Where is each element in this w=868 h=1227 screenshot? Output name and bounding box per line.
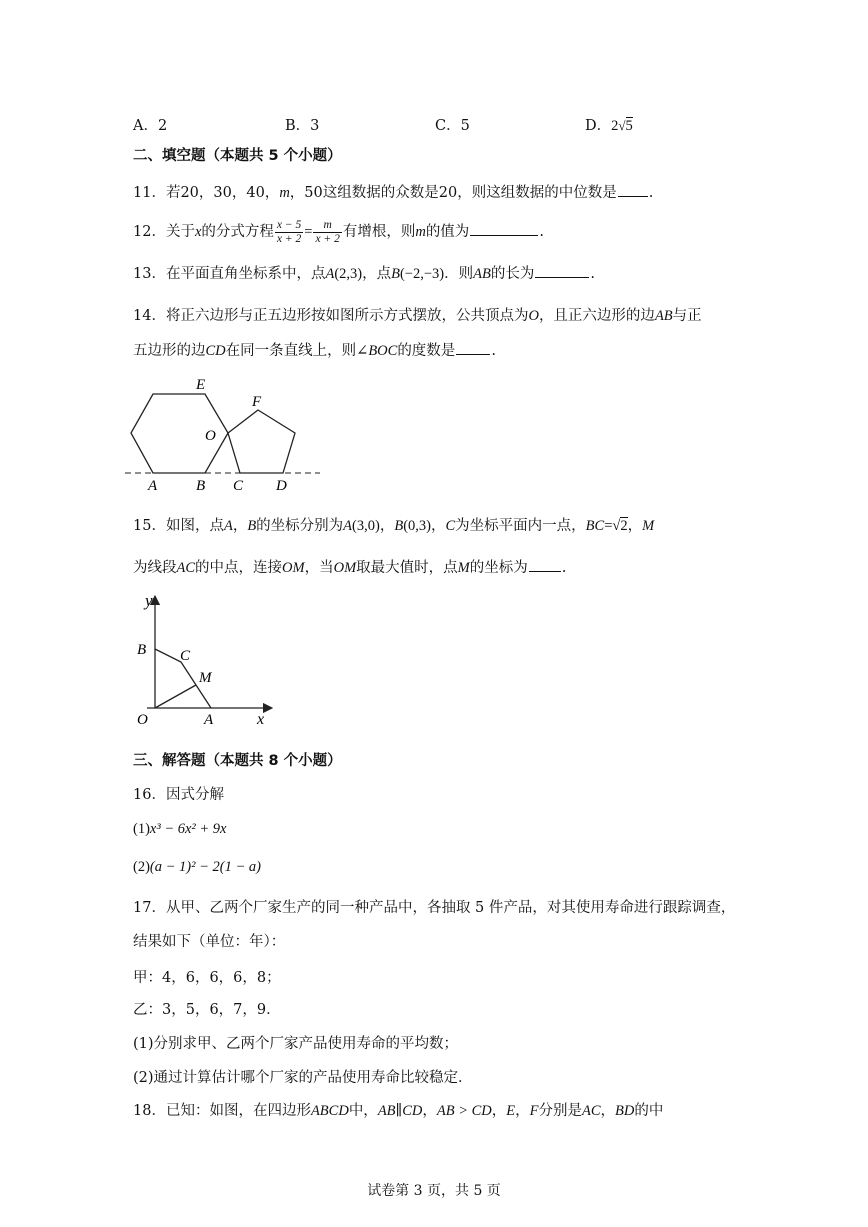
label-B: B — [137, 642, 147, 658]
question-16-part-2: (2)(a − 1)² − 2(1 − a) — [133, 859, 261, 875]
label-A: A — [148, 478, 158, 494]
label-F: F — [252, 394, 262, 410]
question-12: 12．关于x的分式方程 $\frac{x - 5}{x + 2}$ = $\frac{m}{x + 2}$ 有增根，则m的值为 . — [133, 218, 544, 245]
question-16: 16．因式分解 — [133, 787, 224, 803]
option-b: B．3 — [285, 118, 320, 134]
label-y: y — [145, 591, 153, 610]
question-15-line-2: 为线段AC的中点，连接OM，当OM取最大值时，点M的坐标为 . — [133, 557, 566, 578]
pentagon — [228, 410, 295, 473]
question-17-line-1: 17．从甲、乙两个厂家生产的同一种产品中，各抽取 5 件产品，对其使用寿命进行跟踪调查， — [133, 900, 736, 916]
question-17-part-2: (2)通过计算估计哪个厂家的产品使用寿命比较稳定． — [133, 1070, 473, 1086]
page-footer: 试卷第 3 页，共 5 页 — [367, 1183, 501, 1199]
section-3-heading: 三、解答题（本题共 8 个小题） — [133, 753, 342, 769]
segment-OM — [155, 685, 196, 708]
question-13: 13．在平面直角坐标系中，点A(2,3)，点B(−2,−3)．则AB的长为 . — [133, 263, 595, 284]
label-C: C — [233, 478, 244, 494]
figure-coordinate-plane — [125, 588, 275, 728]
option-c: C．5 — [435, 118, 470, 134]
question-15-line-1: 15．如图，点A，B的坐标分别为A(3,0)，B(0,3)，C为坐标平面内一点，BC=√2，M — [133, 518, 655, 534]
label-E: E — [196, 377, 206, 393]
label-M: M — [199, 670, 212, 686]
label-D: D — [276, 478, 287, 494]
label-O: O — [137, 712, 148, 728]
question-16-part-1: (1)x³ − 6x² + 9x — [133, 821, 227, 837]
answer-blank — [535, 263, 589, 278]
answer-blank — [470, 221, 538, 236]
option-d: D．2√5 — [585, 118, 633, 134]
question-14-line-2: 五边形的边CD在同一条直线上，则∠BOC的度数是 . — [133, 340, 496, 361]
question-17-part-1: (1)分别求甲、乙两个厂家产品使用寿命的平均数； — [133, 1036, 459, 1052]
option-a: A．2 — [133, 118, 168, 134]
figure-hexagon-pentagon — [125, 375, 325, 495]
question-17-data-yi: 乙：3，5，6，7，9． — [133, 1002, 281, 1018]
label-x: x — [257, 711, 265, 728]
question-17-line-2: 结果如下（单位：年）： — [133, 934, 286, 950]
question-14-line-1: 14．将正六边形与正五边形按如图所示方式摆放，公共顶点为O，且正六边形的边AB与正 — [133, 308, 702, 324]
question-18: 18．已知：如图，在四边形ABCD中，AB∥CD，AB > CD，E，F分别是AC，BD的中 — [133, 1103, 664, 1119]
label-A: A — [204, 712, 214, 728]
question-17-data-jia: 甲：4，6，6，6，8； — [133, 970, 281, 986]
answer-blank — [456, 340, 490, 355]
question-11: 11．若20，30，40，m，50这组数据的众数是20，则这组数据的中位数是 . — [133, 182, 653, 203]
fraction-2: $\frac{m}{x + 2}$ — [315, 218, 340, 245]
fraction-1: $\frac{x - 5}{x + 2}$ — [276, 218, 302, 245]
label-C: C — [180, 648, 191, 664]
answer-blank — [618, 182, 648, 197]
section-2-heading: 二、填空题（本题共 5 个小题） — [133, 148, 342, 164]
label-O: O — [205, 428, 216, 444]
label-B: B — [196, 478, 206, 494]
answer-blank — [529, 557, 561, 572]
